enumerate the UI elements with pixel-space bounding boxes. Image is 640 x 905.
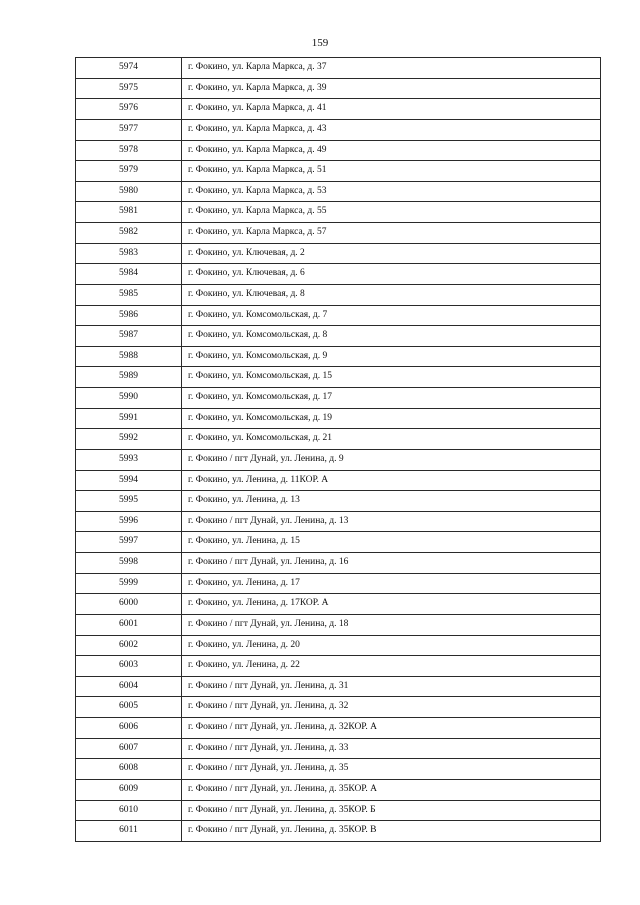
address-cell: г. Фокино / пгт Дунай, ул. Ленина, д. 33 bbox=[182, 738, 601, 759]
table-row bbox=[76, 429, 601, 450]
table-row bbox=[76, 738, 601, 759]
row-number-cell: 5985 bbox=[76, 284, 182, 305]
address-cell: г. Фокино, ул. Комсомольская, д. 19 bbox=[182, 408, 601, 429]
address-cell: г. Фокино, ул. Карла Маркса, д. 43 bbox=[182, 119, 601, 140]
row-number-cell: 5990 bbox=[76, 388, 182, 409]
address-cell: г. Фокино, ул. Ленина, д. 15 bbox=[182, 532, 601, 553]
address-cell: г. Фокино / пгт Дунай, ул. Ленина, д. 32КОР. А bbox=[182, 718, 601, 739]
row-number-cell: 5995 bbox=[76, 491, 182, 512]
address-cell: г. Фокино / пгт Дунай, ул. Ленина, д. 31 bbox=[182, 676, 601, 697]
row-number-cell: 6008 bbox=[76, 759, 182, 780]
address-cell: г. Фокино, ул. Ленина, д. 11КОР. А bbox=[182, 470, 601, 491]
row-number-cell: 5982 bbox=[76, 223, 182, 244]
address-cell: г. Фокино, ул. Карла Маркса, д. 53 bbox=[182, 181, 601, 202]
address-cell: г. Фокино, ул. Комсомольская, д. 8 bbox=[182, 326, 601, 347]
table-row bbox=[76, 284, 601, 305]
table-row bbox=[76, 656, 601, 677]
address-cell: г. Фокино / пгт Дунай, ул. Ленина, д. 35КОР. В bbox=[182, 821, 601, 842]
table-row bbox=[76, 532, 601, 553]
address-cell: г. Фокино, ул. Карла Маркса, д. 57 bbox=[182, 223, 601, 244]
table-row bbox=[76, 99, 601, 120]
row-number-cell: 6007 bbox=[76, 738, 182, 759]
address-cell: г. Фокино, ул. Карла Маркса, д. 41 bbox=[182, 99, 601, 120]
row-number-cell: 5989 bbox=[76, 367, 182, 388]
address-cell: г. Фокино, ул. Ключевая, д. 2 bbox=[182, 243, 601, 264]
address-cell: г. Фокино, ул. Ленина, д. 13 bbox=[182, 491, 601, 512]
row-number-cell: 5974 bbox=[76, 58, 182, 79]
row-number-cell: 5976 bbox=[76, 99, 182, 120]
address-cell: г. Фокино, ул. Ключевая, д. 8 bbox=[182, 284, 601, 305]
table-row bbox=[76, 553, 601, 574]
table-row bbox=[76, 78, 601, 99]
table-row bbox=[76, 573, 601, 594]
table-row bbox=[76, 511, 601, 532]
row-number-cell: 5987 bbox=[76, 326, 182, 347]
table-row bbox=[76, 470, 601, 491]
row-number-cell: 6001 bbox=[76, 614, 182, 635]
row-number-cell: 5980 bbox=[76, 181, 182, 202]
row-number-cell: 6005 bbox=[76, 697, 182, 718]
table-row bbox=[76, 181, 601, 202]
address-cell: г. Фокино / пгт Дунай, ул. Ленина, д. 35КОР. Б bbox=[182, 800, 601, 821]
table-row bbox=[76, 821, 601, 842]
row-number-cell: 6000 bbox=[76, 594, 182, 615]
address-cell: г. Фокино, ул. Ленина, д. 17КОР. А bbox=[182, 594, 601, 615]
table-row bbox=[76, 759, 601, 780]
table-row bbox=[76, 161, 601, 182]
address-cell: г. Фокино, ул. Комсомольская, д. 17 bbox=[182, 388, 601, 409]
address-cell: г. Фокино, ул. Карла Маркса, д. 55 bbox=[182, 202, 601, 223]
table-row bbox=[76, 449, 601, 470]
row-number-cell: 5981 bbox=[76, 202, 182, 223]
table-row bbox=[76, 264, 601, 285]
address-cell: г. Фокино, ул. Карла Маркса, д. 51 bbox=[182, 161, 601, 182]
address-cell: г. Фокино / пгт Дунай, ул. Ленина, д. 18 bbox=[182, 614, 601, 635]
address-cell: г. Фокино, ул. Карла Маркса, д. 49 bbox=[182, 140, 601, 161]
row-number-cell: 5991 bbox=[76, 408, 182, 429]
address-cell: г. Фокино, ул. Комсомольская, д. 15 bbox=[182, 367, 601, 388]
row-number-cell: 5996 bbox=[76, 511, 182, 532]
row-number-cell: 5975 bbox=[76, 78, 182, 99]
row-number-cell: 5998 bbox=[76, 553, 182, 574]
row-number-cell: 5984 bbox=[76, 264, 182, 285]
table-row bbox=[76, 635, 601, 656]
address-cell: г. Фокино, ул. Комсомольская, д. 21 bbox=[182, 429, 601, 450]
row-number-cell: 6010 bbox=[76, 800, 182, 821]
table-row bbox=[76, 594, 601, 615]
row-number-cell: 6009 bbox=[76, 779, 182, 800]
address-cell: г. Фокино, ул. Карла Маркса, д. 39 bbox=[182, 78, 601, 99]
table-row bbox=[76, 367, 601, 388]
address-cell: г. Фокино, ул. Комсомольская, д. 7 bbox=[182, 305, 601, 326]
row-number-cell: 6011 bbox=[76, 821, 182, 842]
table-row bbox=[76, 243, 601, 264]
row-number-cell: 5978 bbox=[76, 140, 182, 161]
address-cell: г. Фокино, ул. Ленина, д. 17 bbox=[182, 573, 601, 594]
table-row bbox=[76, 779, 601, 800]
address-cell: г. Фокино, ул. Ключевая, д. 6 bbox=[182, 264, 601, 285]
table-row bbox=[76, 223, 601, 244]
row-number-cell: 6006 bbox=[76, 718, 182, 739]
table-row bbox=[76, 119, 601, 140]
address-table-body bbox=[76, 58, 601, 842]
row-number-cell: 5997 bbox=[76, 532, 182, 553]
table-row bbox=[76, 346, 601, 367]
row-number-cell: 6002 bbox=[76, 635, 182, 656]
row-number-cell: 6003 bbox=[76, 656, 182, 677]
table-row bbox=[76, 326, 601, 347]
address-cell: г. Фокино, ул. Комсомольская, д. 9 bbox=[182, 346, 601, 367]
table-row bbox=[76, 58, 601, 79]
table-row bbox=[76, 718, 601, 739]
row-number-cell: 6004 bbox=[76, 676, 182, 697]
table-row bbox=[76, 305, 601, 326]
row-number-cell: 5999 bbox=[76, 573, 182, 594]
row-number-cell: 5988 bbox=[76, 346, 182, 367]
table-row bbox=[76, 388, 601, 409]
row-number-cell: 5986 bbox=[76, 305, 182, 326]
table-row bbox=[76, 800, 601, 821]
table-row bbox=[76, 676, 601, 697]
row-number-cell: 5993 bbox=[76, 449, 182, 470]
table-row bbox=[76, 614, 601, 635]
row-number-cell: 5992 bbox=[76, 429, 182, 450]
address-cell: г. Фокино / пгт Дунай, ул. Ленина, д. 32 bbox=[182, 697, 601, 718]
address-cell: г. Фокино / пгт Дунай, ул. Ленина, д. 13 bbox=[182, 511, 601, 532]
table-row bbox=[76, 140, 601, 161]
address-cell: г. Фокино / пгт Дунай, ул. Ленина, д. 16 bbox=[182, 553, 601, 574]
address-table bbox=[75, 57, 601, 842]
address-cell: г. Фокино / пгт Дунай, ул. Ленина, д. 9 bbox=[182, 449, 601, 470]
row-number-cell: 5994 bbox=[76, 470, 182, 491]
address-cell: г. Фокино, ул. Карла Маркса, д. 37 bbox=[182, 58, 601, 79]
row-number-cell: 5983 bbox=[76, 243, 182, 264]
address-cell: г. Фокино, ул. Ленина, д. 22 bbox=[182, 656, 601, 677]
page-number: 159 bbox=[311, 37, 329, 49]
row-number-cell: 5977 bbox=[76, 119, 182, 140]
address-cell: г. Фокино, ул. Ленина, д. 20 bbox=[182, 635, 601, 656]
address-cell: г. Фокино / пгт Дунай, ул. Ленина, д. 35КОР. А bbox=[182, 779, 601, 800]
row-number-cell: 5979 bbox=[76, 161, 182, 182]
table-row bbox=[76, 697, 601, 718]
table-row bbox=[76, 491, 601, 512]
table-row bbox=[76, 202, 601, 223]
table-row bbox=[76, 408, 601, 429]
address-cell: г. Фокино / пгт Дунай, ул. Ленина, д. 35 bbox=[182, 759, 601, 780]
